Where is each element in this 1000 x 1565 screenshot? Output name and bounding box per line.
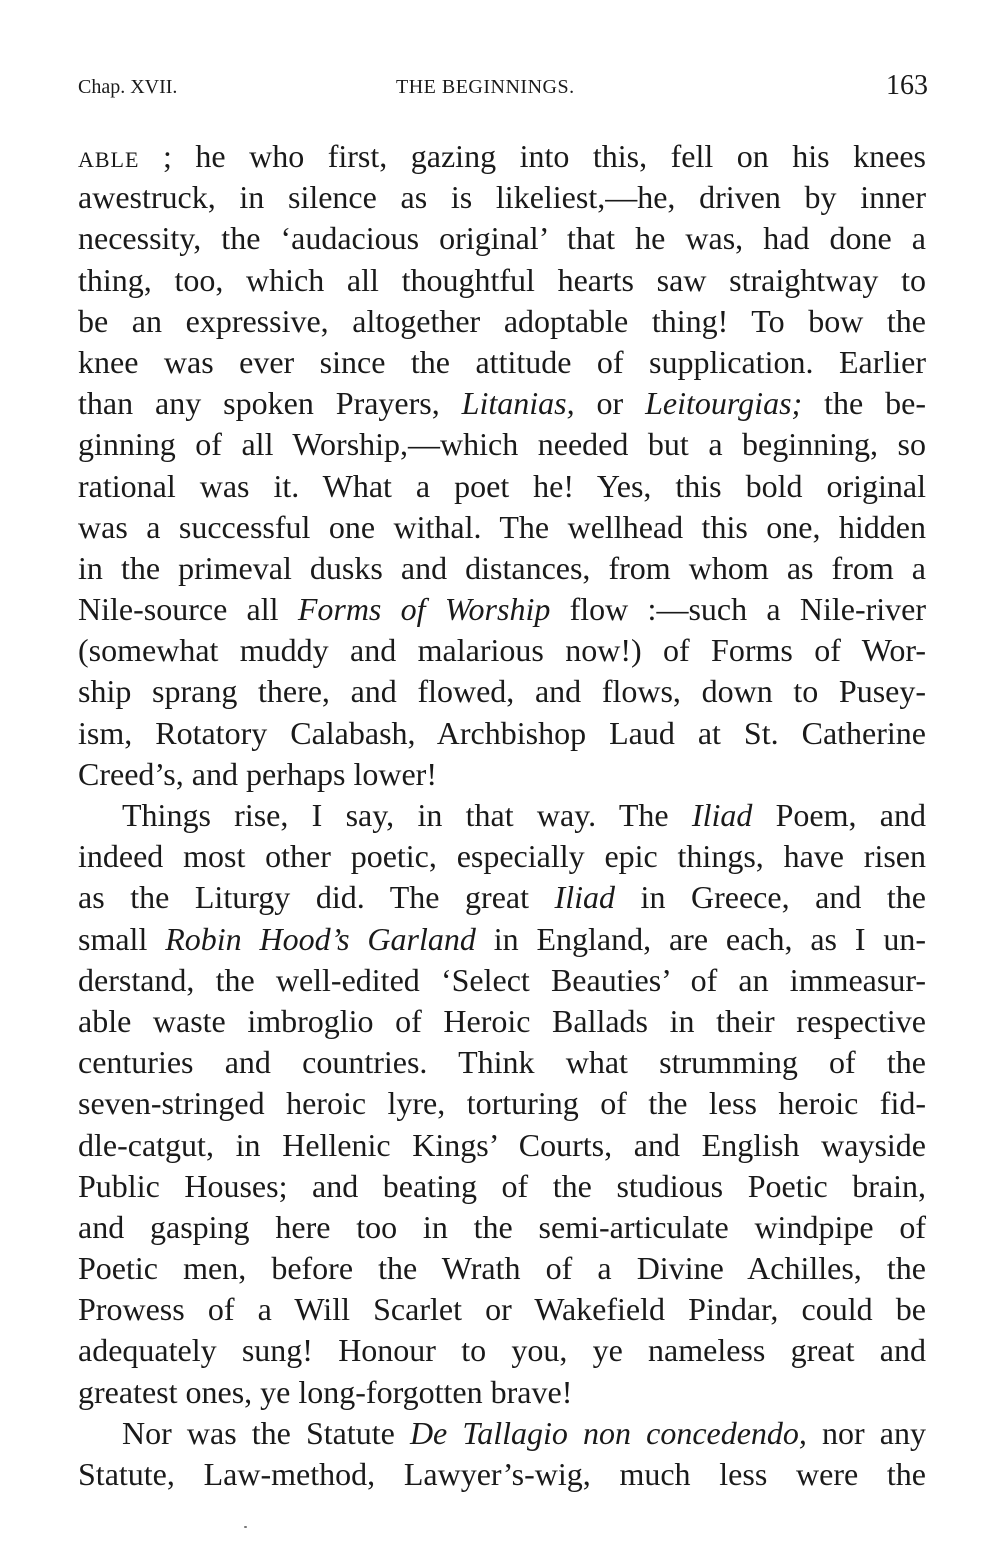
text-run: seven-stringed heroic lyre, torturing of the less heroic fid-	[78, 1085, 926, 1122]
text-run: than any spoken Prayers,	[78, 385, 462, 422]
chapter-label: Chap. XVII.	[78, 76, 178, 98]
text-line	[78, 713, 926, 754]
text-line	[78, 754, 926, 795]
text-line	[78, 342, 926, 383]
text-run: thing, too, which all thoughtful hearts saw straightway to	[78, 261, 926, 298]
text-line	[78, 1083, 926, 1124]
text-run: Nile-source all	[78, 591, 298, 628]
text-line	[78, 383, 926, 424]
text-run: ; he who first, gazing into this, fell on his knees	[139, 138, 926, 174]
text-line	[78, 1125, 926, 1166]
text-line	[78, 671, 926, 712]
text-line	[78, 1330, 926, 1371]
text-line	[78, 1289, 926, 1330]
italic-phrase: Litanias,	[461, 385, 575, 422]
text-run: dle-catgut, in Hellenic Kings’ Courts, and English wayside	[78, 1126, 926, 1163]
text-line	[78, 136, 926, 177]
text-line	[78, 589, 926, 630]
text-run: Prowess of a Will Scarlet or Wakefield Pindar, could be	[78, 1291, 926, 1328]
text-run: nor any	[806, 1414, 926, 1451]
text-line	[78, 1248, 926, 1289]
text-run: and gasping here too in the semi-articulate windpipe of	[78, 1208, 926, 1245]
small-caps-word: ABLE	[78, 147, 140, 172]
italic-phrase: Iliad	[554, 879, 615, 916]
text-run: (somewhat muddy and malarious now!) of Forms of Wor-	[78, 632, 926, 669]
italic-phrase: Forms of Worship	[297, 591, 551, 628]
text-run: adequately sung! Honour to you, ye nameless great and	[78, 1332, 926, 1369]
text-run: ism, Rotatory Calabash, Archbishop Laud at St. Catherine	[78, 714, 926, 751]
text-run: centuries and countries. Think what strumming of the	[78, 1044, 926, 1081]
text-run: or	[574, 385, 646, 422]
body-text	[78, 136, 926, 1495]
text-line	[78, 548, 926, 589]
text-line	[78, 218, 926, 259]
text-run: Poetic men, before the Wrath of a Divine Achilles, the	[78, 1250, 926, 1287]
text-run: be an expressive, altogether adoptable thing! To bow the	[78, 302, 926, 339]
italic-phrase: De Tallagio non concedendo,	[409, 1414, 807, 1451]
text-line	[78, 836, 926, 877]
italic-phrase: Robin Hood’s Garland	[165, 920, 476, 957]
page-number: 163	[886, 70, 928, 101]
text-run: Public Houses; and beating of the studious Poetic brain,	[78, 1167, 926, 1204]
text-line	[78, 1413, 926, 1454]
text-run: flow :—such a Nile-river	[550, 591, 927, 628]
text-line	[78, 1372, 926, 1413]
text-run: Poem, and	[752, 797, 927, 833]
text-line	[78, 1166, 926, 1207]
text-run: necessity, the ‘audacious original’ that he was, had done a	[78, 220, 926, 257]
running-head	[78, 70, 928, 110]
text-run: Statute, Law-method, Lawyer’s-wig, much less were the	[78, 1456, 926, 1492]
text-run: derstand, the well-edited ‘Select Beauties’ of an immeasur-	[78, 961, 926, 998]
text-line	[78, 424, 926, 465]
print-speck	[244, 1526, 247, 1528]
text-run: Nor was the Statute	[122, 1414, 410, 1451]
text-run: knee was ever since the attitude of supplication. Earlier	[78, 343, 926, 380]
text-line	[78, 919, 926, 960]
text-run: was a successful one withal. The wellhead this one, hidden	[78, 508, 926, 545]
text-line	[78, 795, 926, 836]
text-run: in Greece, and the	[614, 879, 926, 916]
chapter-title: THE BEGINNINGS.	[396, 76, 575, 98]
text-line	[78, 960, 926, 1001]
text-line	[78, 1042, 926, 1083]
text-run: rational was it. What a poet he! Yes, this bold original	[78, 467, 926, 504]
text-run: in the primeval dusks and distances, from whom as from a	[78, 549, 926, 586]
text-line	[78, 301, 926, 342]
text-run: small	[78, 920, 166, 957]
text-run: Things rise, I say, in that way. The	[122, 797, 692, 833]
text-run: Creed’s, and perhaps lower!	[78, 755, 437, 792]
text-run: ship sprang there, and flowed, and flows, down to Pusey-	[78, 673, 926, 710]
italic-phrase: Iliad	[691, 797, 753, 833]
text-line	[78, 1454, 926, 1495]
text-line	[78, 1001, 926, 1042]
text-run: as the Liturgy did. The great	[78, 879, 555, 916]
text-run: in England, are each, as I un-	[475, 920, 927, 957]
text-run: awestruck, in silence as is likeliest,—he, driven by inner	[78, 179, 926, 216]
text-line	[78, 177, 926, 218]
italic-phrase: Leitourgias;	[645, 385, 803, 422]
text-line	[78, 466, 926, 507]
text-run: greatest ones, ye long-forgotten brave!	[78, 1373, 573, 1410]
text-run: indeed most other poetic, especially epic things, have risen	[78, 838, 926, 875]
text-run: ginning of all Worship,—which needed but a beginning, so	[78, 426, 926, 463]
text-line	[78, 260, 926, 301]
text-line	[78, 877, 926, 918]
text-line	[78, 630, 926, 671]
text-line	[78, 1207, 926, 1248]
text-run: able waste imbroglio of Heroic Ballads in their respective	[78, 1002, 926, 1039]
text-line	[78, 507, 926, 548]
text-run: the be-	[802, 385, 926, 422]
